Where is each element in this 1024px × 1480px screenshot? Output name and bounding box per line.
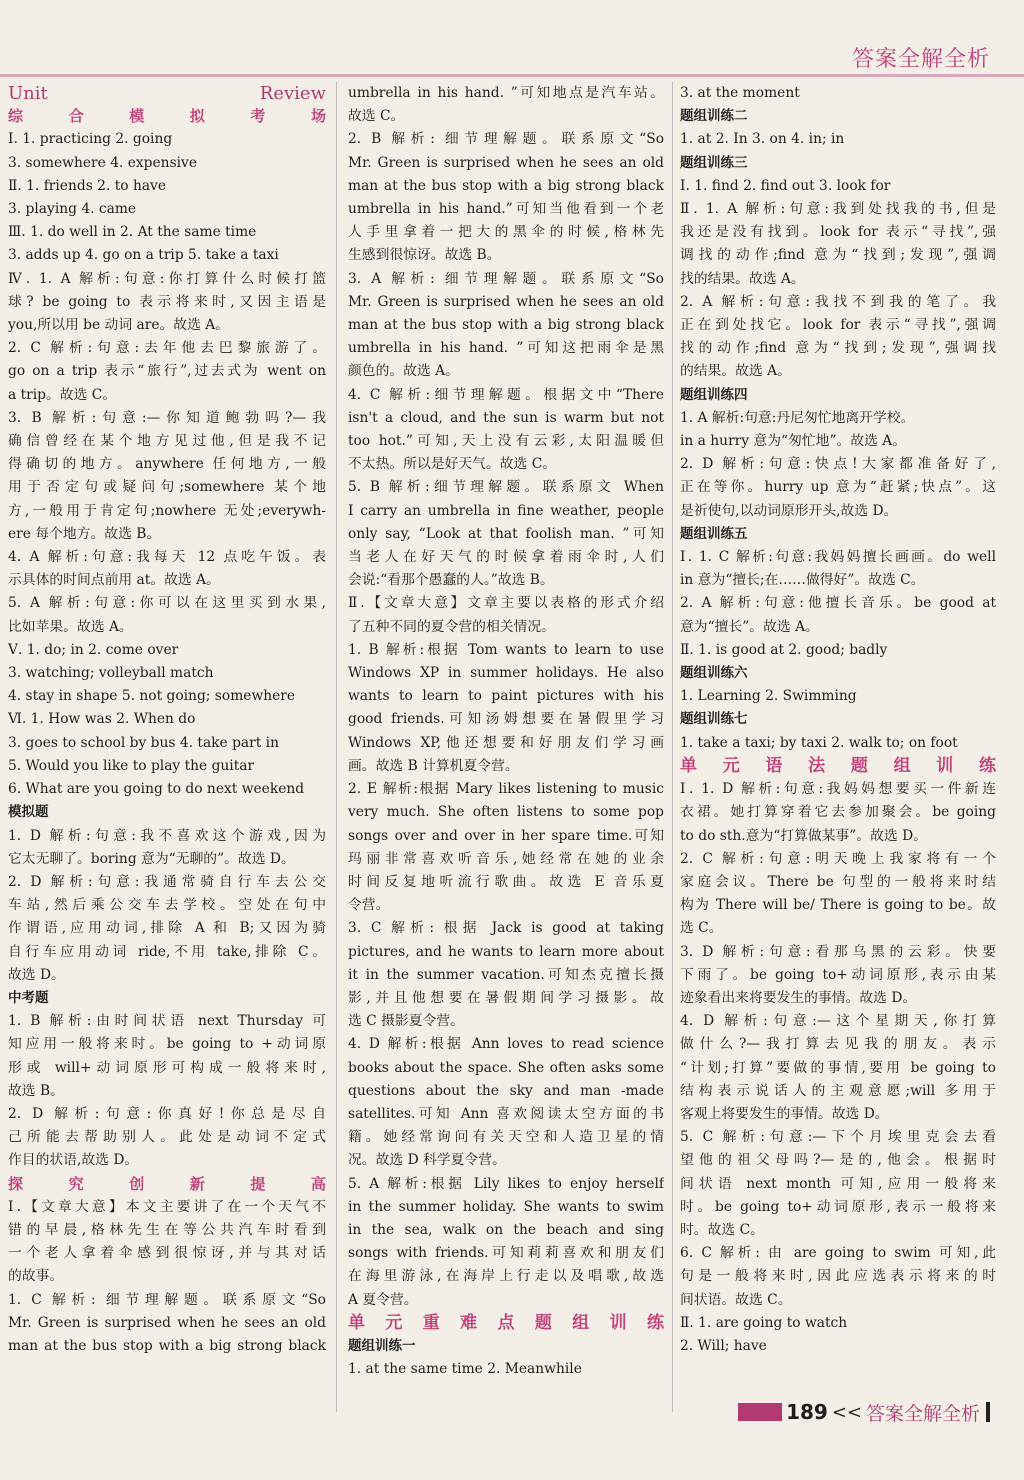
text-line: 故选 D。 (8, 966, 65, 983)
text-line: 形或 will+动词原形可构成一般将来时, (8, 1059, 326, 1076)
text-line: 找的结果。故选 A。 (680, 270, 805, 287)
text-line: 结构表示说话人的主观意愿;will 多用于 (680, 1082, 996, 1099)
text-line: 1. B 解析:根据 Tom wants to learn to use (348, 641, 664, 658)
text-line: 选 C 摄影夏令营。 (348, 1013, 464, 1030)
answer-column-1 (8, 82, 326, 1358)
text-line: go on a trip 表示“旅行”,过去式为 went on (8, 363, 326, 380)
text-line: it in the summer vacation.可知杰克擅长摄 (348, 966, 664, 983)
text-line: Ⅰ.【文章大意】本文主要讲了在一个天气不 (8, 1198, 326, 1215)
text-line: Ⅱ. 1. friends 2. to have (8, 177, 167, 194)
text-line: umbrella in his hand. ”可知地点是汽车站。 (348, 85, 664, 101)
text-line: 3. somewhere 4. expensive (8, 154, 198, 171)
page-footer (738, 1398, 990, 1426)
text-line: 时。故选 C。 (680, 1221, 764, 1238)
text-line: Mr. Green is surprised when he sees an old (348, 154, 664, 171)
subsection-heading: 题组训练五 (680, 525, 748, 542)
text-line: Windows XP,他还想要和好朋友们学习画 (348, 734, 664, 751)
text-line: 1. at the same time 2. Meanwhile (348, 1361, 582, 1378)
text-line: 颜色的。故选 A。 (348, 363, 459, 380)
text-line: Windows XP in summer holidays. He also (348, 665, 664, 682)
footer-title: 答案全解全析 (865, 1402, 980, 1425)
text-line: 客观上将要发生的事情。故选 D。 (680, 1105, 889, 1122)
text-line: 3. adds up 4. go on a trip 5. take a taxi (8, 247, 279, 264)
text-line: 2. A 解析:句意:我找不到我的笔了。我 (680, 293, 996, 310)
text-line: 我还是没有找到。look for 表示“寻找”,强 (680, 224, 996, 241)
text-line: 5. C 解析:句意:—下个月埃里克会去看 (680, 1129, 996, 1146)
text-line: 4. C 解析:细节理解题。根据文中“There (348, 386, 664, 403)
text-line: 得确切的地方。anywhere 任何地方,一般 (8, 456, 326, 473)
text-line: 况。故选 D 科学夏令营。 (348, 1152, 506, 1169)
text-line: 是祈使句,以动词原形开头,故选 D。 (680, 502, 898, 519)
text-line: Ⅰ. 1. practicing 2. going (8, 131, 173, 148)
column-divider (336, 82, 337, 1412)
text-line: 在海里游泳,在海岸上行走以及唱歌,故选 (348, 1268, 664, 1285)
text-line: 1. B 解析:由时间状语 next Thursday 可 (8, 1013, 326, 1030)
text-line: 2. D 解析:句意:我通常骑自行车去公交 (8, 873, 326, 890)
text-line: satellites.可知 Ann 喜欢阅读太空方面的书 (348, 1105, 664, 1122)
text-line: 确信曾经在某个地方见过他,但是我不记 (8, 433, 326, 450)
subsection-heading: 题组训练六 (680, 665, 748, 682)
subsection-heading: 题组训练三 (680, 154, 748, 171)
text-line: questions about the sky and man -made (348, 1082, 664, 1099)
text-line: wants to learn to paint pictures with his (348, 688, 664, 705)
answer-column-3 (680, 82, 996, 1358)
footer-bar (738, 1403, 782, 1421)
subsection-heading: 题组训练四 (680, 386, 748, 403)
text-line: I carry an umbrella in fine weather, people (348, 502, 664, 519)
text-line: 3. C 解析: 根据 Jack is good at taking (348, 920, 664, 937)
text-line: 4. D 解析:句意:—这个星期天,你打算 (680, 1013, 996, 1030)
text-line: 故选 C。 (348, 108, 405, 125)
text-line: Ⅱ. 1. is good at 2. good; badly (680, 641, 888, 658)
section-heading: 探究创新提高 (8, 1174, 326, 1193)
answer-column-2 (348, 82, 664, 1381)
text-line: 时间反复地听流行歌曲。故选 E 音乐夏 (348, 873, 664, 890)
text-line: 它太无聊了。boring 意为“无聊的”。故选 D。 (8, 850, 295, 867)
text-line: 一个老人拿着伞感到很惊讶,并与其对话 (8, 1245, 326, 1262)
text-line: Ⅱ. 1. are going to watch (680, 1314, 848, 1331)
text-line: 3. playing 4. came (8, 201, 137, 218)
text-line: 己所能去帮助别人。此处是动词不定式 (8, 1129, 326, 1146)
text-line: 2. A 解析:句意:他擅长音乐。be good at (680, 595, 996, 612)
text-line: man at the bus stop with a big strong black (348, 177, 664, 194)
text-line: 1. D 解析:句意:我不喜欢这个游戏,因为 (8, 827, 326, 844)
text-line: in the summer holiday. She wants to swim (348, 1198, 664, 1215)
text-line: 4. A 解析:句意:我每天 12 点吃午饭。表 (8, 549, 326, 566)
text-line: 2. E 解析:根据 Mary likes listening to music (348, 781, 664, 798)
text-line: 选 C。 (680, 920, 723, 937)
text-line: 方,一般用于肯定句;nowhere 无处;everywh- (8, 502, 326, 519)
text-line: 不太热。所以是好天气。故选 C。 (348, 456, 557, 473)
section-heading: 单元语法题组训练 (680, 755, 996, 776)
text-line: Ⅱ.【文章大意】文章主要以表格的形式介绍 (348, 595, 664, 612)
text-line: 正在到处找它。look for 表示“寻找”,强调 (680, 317, 996, 334)
text-line: 2. D 解析:句意:你真好!你总是尽自 (8, 1105, 326, 1122)
text-line: to do sth.意为“打算做某事”。故选 D。 (680, 827, 927, 844)
text-line: man at the bus stop with a big strong black (8, 1337, 326, 1354)
text-line: only say, “Look at that foolish man. ”可知 (348, 525, 664, 542)
text-line: ere 每个地方。故选 B。 (8, 525, 161, 542)
text-line: isn't a cloud, and the sun is warm but not (348, 409, 664, 426)
text-line: Mr. Green is surprised when he sees an old (8, 1314, 326, 1331)
text-line: 3. at the moment (680, 85, 800, 101)
text-line: umbrella in his hand.”可知当他看到一个老 (348, 201, 664, 218)
text-line: 籍。她经常询问有关天空和人造卫星的情 (348, 1129, 664, 1146)
text-line: 间状语 next month 可知,应用一般将来 (680, 1175, 996, 1192)
text-line: Mr. Green is surprised when he sees an old (348, 293, 664, 310)
text-line: 3. watching; volleyball match (8, 665, 214, 682)
text-line: 望他的祖父母吗?—是的,他会。根据时 (680, 1152, 996, 1169)
text-line: 做什么?—我打算去见我的朋友。表示 (680, 1036, 996, 1053)
text-line: 作谓语,应用动词,排除 A 和 B;又因为骑 (8, 920, 326, 937)
text-line: 生感到很惊讶。故选 B。 (348, 247, 501, 264)
subsection-heading: 题组训练一 (348, 1337, 416, 1354)
text-line: Ⅱ. 1. A 解析:句意:我到处找我的书,但是 (680, 201, 996, 218)
text-line: 当老人在好天气的时候拿着雨伞时,人们 (348, 549, 664, 566)
text-line: 3. B 解析:句意:—你知道鲍勃吗?—我 (8, 409, 326, 426)
text-line: 1. C 解析: 细节理解题。联系原文“So (8, 1291, 326, 1308)
text-line: 4. stay in shape 5. not going; somewhere (8, 688, 296, 705)
text-line: in the sea, walk on the beach and sing (348, 1221, 664, 1238)
text-line: 5. A 解析:根据 Lily likes to enjoy herself (348, 1175, 664, 1192)
section-heading: 综合模拟考场 (8, 107, 326, 126)
column-divider (672, 82, 673, 1412)
header-rule (0, 74, 1024, 77)
text-line: 作目的状语,故选 D。 (8, 1152, 139, 1169)
text-line: 了五种不同的夏令营的相关情况。 (348, 618, 555, 635)
text-line: 间状语。故选 C。 (680, 1291, 792, 1308)
text-line: 2. C 解析:句意:去年他去巴黎旅游了。 (8, 340, 326, 357)
text-line: 示具体的时间点前用 at。故选 A。 (8, 572, 220, 589)
text-line: 1. take a taxi; by taxi 2. walk to; on foot (680, 734, 958, 751)
text-line: 5. A 解析:句意:你可以在这里买到水果, (8, 595, 326, 612)
text-line: 1. Learning 2. Swimming (680, 688, 857, 705)
subsection-heading: 题组训练七 (680, 711, 748, 728)
text-line: 调找的动作;find 意为“找到;发现”,强调 (680, 247, 996, 264)
subsection-heading: 模拟题 (8, 804, 49, 821)
text-line: “计划;打算”要做的事情,要用 be going to (680, 1059, 996, 1076)
text-line: 错的早晨,格林先生在等公共汽车时看到 (8, 1221, 326, 1238)
text-line: 球? be going to 表示将来时,又因主语是 (8, 293, 326, 310)
text-line: good friends.可知汤姆想要在暑假里学习 (348, 711, 664, 728)
text-line: 画。故选 B 计算机夏令营。 (348, 757, 519, 774)
text-line: 2. D 解析:句意:快点!大家都准备好了, (680, 456, 996, 473)
text-line: 会说:“看那个愚蠢的人。”故选 B。 (348, 572, 554, 589)
text-line: 4. D 解析:根据 Ann loves to read science (348, 1036, 664, 1053)
text-line: 5. Would you like to play the guitar (8, 757, 255, 774)
text-line: 迹象看出来将要发生的事情。故选 D。 (680, 989, 917, 1006)
text-line: songs with friends.可知莉莉喜欢和朋友们 (348, 1245, 664, 1262)
text-line: 3. A 解析: 细节理解题。联系原文“So (348, 270, 664, 287)
subsection-heading: 中考题 (8, 989, 49, 1006)
text-line: too hot.”可知,天上没有云彩,太阳温暖但 (348, 433, 664, 450)
text-line: Ⅰ. 1. D 解析:句意:我妈妈想要买一件新连 (680, 781, 996, 798)
text-line: 找的动作;find 意为“找到;发现”,强调找 (680, 340, 996, 357)
subsection-heading: 题组训练二 (680, 108, 748, 125)
text-line: 影,并且他想要在暑假期间学习摄影。故 (348, 989, 664, 1006)
text-line: 3. D 解析:句意:看那乌黑的云彩。快要 (680, 943, 996, 960)
text-line: 比如苹果。故选 A。 (8, 618, 133, 635)
text-line: 6. C 解析: 由 are going to swim 可知,此 (680, 1245, 996, 1262)
text-line: Ⅵ. 1. How was 2. When do (8, 711, 196, 728)
footer-end-bar (986, 1402, 990, 1422)
text-line: in 意为“擅长;在……做得好”。故选 C。 (680, 572, 925, 589)
text-line: 1. A 解析:句意:丹尼匆忙地离开学校。 (680, 409, 915, 426)
text-line: 2. C 解析:句意:明天晚上我家将有一个 (680, 850, 996, 867)
text-line: very much. She often listens to some pop (348, 804, 664, 821)
text-line: 3. goes to school by bus 4. take part in (8, 734, 279, 751)
text-line: 玛丽非常喜欢听音乐,她经常在她的业余 (348, 850, 664, 867)
text-line: 知应用一般将来时。be going to +动词原 (8, 1036, 326, 1053)
text-line: 句是一般将来时,因此应选表示将来的时 (680, 1268, 996, 1285)
text-line: A 夏令营。 (348, 1291, 418, 1308)
text-line: songs over and over in her spare time.可知 (348, 827, 664, 844)
text-line: 用于否定句或疑问句;somewhere 某个地 (8, 479, 326, 496)
text-line: 车站,然后乘公交车去学校。空处在句中 (8, 897, 326, 914)
text-line: 2. Will; have (680, 1337, 767, 1354)
text-line: Ⅳ. 1. A 解析:句意:你打算什么时候打篮 (8, 270, 326, 287)
text-line: 的故事。 (8, 1268, 64, 1285)
text-line: Ⅰ. 1. C 解析:句意:我妈妈擅长画画。do well (680, 549, 996, 566)
text-line: man at the bus stop with a big strong black (348, 317, 664, 334)
chevron-left-icon: << (831, 1401, 862, 1423)
section-heading: 单元重难点题组训练 (348, 1312, 664, 1333)
text-line: 家庭会议。There be 句型的一般将来时结 (680, 873, 996, 890)
text-line: Ⅲ. 1. do well in 2. At the same time (8, 224, 257, 241)
text-line: 正在等你。hurry up 意为“赶紧;快点”。这 (680, 479, 996, 496)
text-line: books about the space. She often asks some (348, 1059, 664, 1076)
text-line: 意为“擅长”。故选 A。 (680, 618, 819, 635)
text-line: 下雨了。be going to+动词原形,表示由某 (680, 966, 996, 983)
section-heading: Unit Review (8, 83, 326, 104)
text-line: 衣裙。她打算穿着它去参加聚会。be going (680, 804, 996, 821)
text-line: pictures, and he wants to learn more about (348, 943, 664, 960)
text-line: in a hurry 意为“匆忙地”。故选 A。 (680, 433, 907, 450)
text-line: a trip。故选 C。 (8, 386, 117, 403)
text-line: 2. B 解析: 细节理解题。联系原文“So (348, 131, 664, 148)
text-line: 构为 There will be/ There is going to be。故 (680, 897, 996, 914)
text-line: 自行车应用动词 ride,不用 take,排除 C。 (8, 943, 326, 960)
text-line: 5. B 解析:细节理解题。联系原文 When (348, 479, 664, 496)
text-line: you,所以用 be 动词 are。故选 A。 (8, 317, 230, 334)
text-line: umbrella in his hand. ”可知这把雨伞是黑 (348, 340, 664, 357)
text-line: Ⅰ. 1. find 2. find out 3. look for (680, 177, 891, 194)
page-number: 189 (786, 1400, 828, 1424)
text-line: 人手里拿着一把大的黑伞的时候,格林先 (348, 224, 664, 241)
text-line: 的结果。故选 A。 (680, 363, 791, 380)
text-line: 1. at 2. In 3. on 4. in; in (680, 131, 845, 148)
text-line: Ⅴ. 1. do; in 2. come over (8, 641, 179, 658)
header-title: 答案全解全析 (851, 47, 990, 72)
text-line: 6. What are you going to do next weekend (8, 781, 305, 798)
text-line: 故选 B。 (8, 1082, 64, 1099)
text-line: 时。be going to+动词原形,表示一般将来 (680, 1198, 996, 1215)
text-line: 令营。 (348, 897, 390, 914)
